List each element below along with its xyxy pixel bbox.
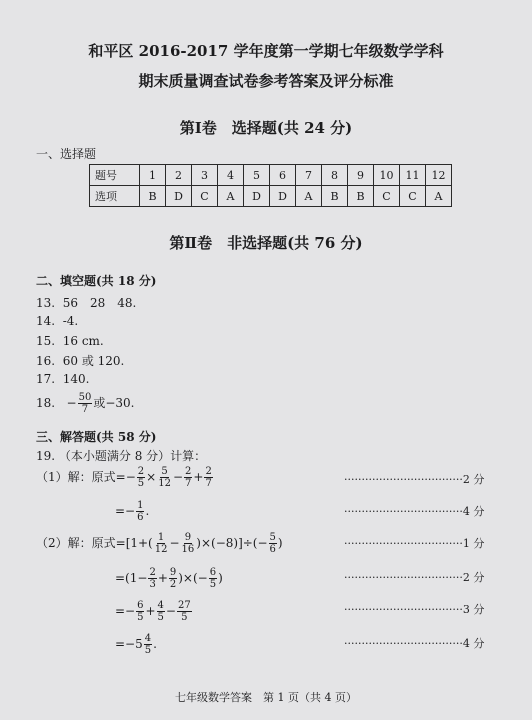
solve-section-label: 三、解答题(共 58 分) (36, 430, 157, 444)
table-cell: 1 (140, 165, 166, 186)
question-number: 19. (36, 449, 56, 463)
q19-2-step1: （2）解：原式=[1+( $\frac{1}{12}$ − $\frac{9}{16}$ )×(−8)]÷(− $\frac{5}{6}$ ) (36, 532, 283, 555)
table-cell: A (296, 186, 322, 207)
score-line: ··································3 分 (344, 603, 485, 616)
table-cell: C (192, 186, 218, 207)
fill-answer-14 (36, 314, 78, 328)
score-line: ··································1 分 (344, 537, 485, 550)
q19-2-step4: =−5 $\frac{4}{5}$ . (115, 633, 157, 656)
table-cell: B (348, 186, 374, 207)
fraction: $\frac{2}{7}$ (205, 466, 212, 489)
score-line: ··································4 分 (344, 505, 485, 518)
fraction: $\frac{9}{16}$ (181, 532, 195, 555)
table-row-answers (90, 186, 452, 207)
score-line: ··································2 分 (344, 473, 485, 486)
table-cell: C (374, 186, 400, 207)
table-cell: C (400, 186, 426, 207)
fraction: $\frac{2}{5}$ (137, 466, 145, 489)
question-number: 14. (36, 314, 56, 328)
table-cell: 10 (374, 165, 400, 186)
fraction: $\frac{4}{5}$ (144, 633, 152, 656)
q19-1-step2: =− $\frac{1}{6}$ . (115, 500, 150, 523)
table-cell: 3 (192, 165, 218, 186)
fraction: $\frac{9}{2}$ (169, 567, 177, 590)
table-cell: B (322, 186, 348, 207)
table-header-answer: 选项 (90, 186, 140, 207)
fraction: $\frac{6}{5}$ (137, 600, 144, 623)
q19-2-step3: =− $\frac{6}{5}$ + $\frac{4}{5}$ − $\frac{27}{5}$ (115, 600, 191, 623)
table-cell: 6 (270, 165, 296, 186)
table-cell: A (218, 186, 244, 207)
page-footer: 七年级数学答案 第 1 页（共 4 页） (175, 691, 357, 704)
q19-2-step2: =(1− $\frac{2}{3}$ + $\frac{9}{2}$ )×(− $\frac{6}{5}$ ) (115, 567, 223, 590)
fraction: $\frac{2}{7}$ (185, 466, 192, 489)
answer-table (89, 164, 452, 207)
fraction: $\frac{1}{6}$ (137, 500, 144, 523)
fill-answer-18: 18. − $\frac{50}{7}$ 或−30. (36, 392, 135, 415)
question-19-heading: 19. （本小题满分 8 分）计算： (36, 449, 207, 463)
table-cell: D (166, 186, 192, 207)
table-cell: D (270, 186, 296, 207)
fraction: $\frac{1}{12}$ (154, 532, 168, 555)
fraction: $\frac{5}{12}$ (158, 466, 171, 489)
page-subtitle: 期末质量调查试卷参考答案及评分标准 (138, 72, 394, 90)
fraction: $\frac{2}{3}$ (149, 567, 156, 590)
fraction: $\frac{6}{5}$ (209, 567, 217, 590)
table-row-numbers (90, 165, 452, 186)
table-cell: B (140, 186, 166, 207)
score-line: ··································4 分 (344, 637, 485, 650)
fraction: $\frac{50}{7}$ (78, 392, 92, 415)
answer-text: -4. (62, 314, 79, 328)
fill-answer-16 (36, 352, 124, 369)
part2-title: 第Ⅱ卷 非选择题(共 76 分) (169, 234, 363, 252)
fraction: $\frac{4}{5}$ (157, 600, 164, 623)
table-cell: 4 (218, 165, 244, 186)
table-cell: 11 (400, 165, 426, 186)
choice-section-label: 一、选择题 (36, 147, 97, 161)
question-number: 15. (36, 334, 56, 348)
table-header-number: 题号 (90, 165, 140, 186)
answer-text: 140. (62, 372, 90, 386)
table-cell: 8 (322, 165, 348, 186)
part1-title: 第Ⅰ卷 选择题(共 24 分) (179, 119, 353, 137)
score-line: ··································2 分 (344, 571, 485, 584)
q19-1-step1: （1）解：原式=− $\frac{2}{5}$ × $\frac{5}{12}$ − $\frac{2}{7}$ + $\frac{2}{7}$ (36, 466, 212, 489)
table-cell: D (244, 186, 270, 207)
question-number: 18. (36, 396, 56, 410)
table-cell: A (426, 186, 452, 207)
fraction: $\frac{27}{5}$ (177, 600, 191, 623)
question-number: 16. (36, 354, 56, 368)
fill-answer-17 (36, 372, 89, 386)
page-title: 和平区 2016-2017 学年度第一学期七年级数学学科 (88, 42, 444, 60)
table-cell: 7 (296, 165, 322, 186)
table-cell: 5 (244, 165, 270, 186)
fill-section-label: 二、填空题(共 18 分) (36, 274, 157, 288)
table-cell: 2 (166, 165, 192, 186)
fill-answer-13 (36, 294, 136, 311)
fill-answer-15 (36, 334, 104, 348)
table-cell: 12 (426, 165, 452, 186)
question-number: 13. (36, 296, 56, 310)
table-cell: 9 (348, 165, 374, 186)
answer-text: 16 cm. (62, 334, 104, 348)
answer-text: 56 28 48. (62, 296, 137, 310)
fraction: $\frac{5}{6}$ (269, 532, 276, 555)
answer-text: 60 或 120. (62, 354, 125, 368)
question-number: 17. (36, 372, 56, 386)
